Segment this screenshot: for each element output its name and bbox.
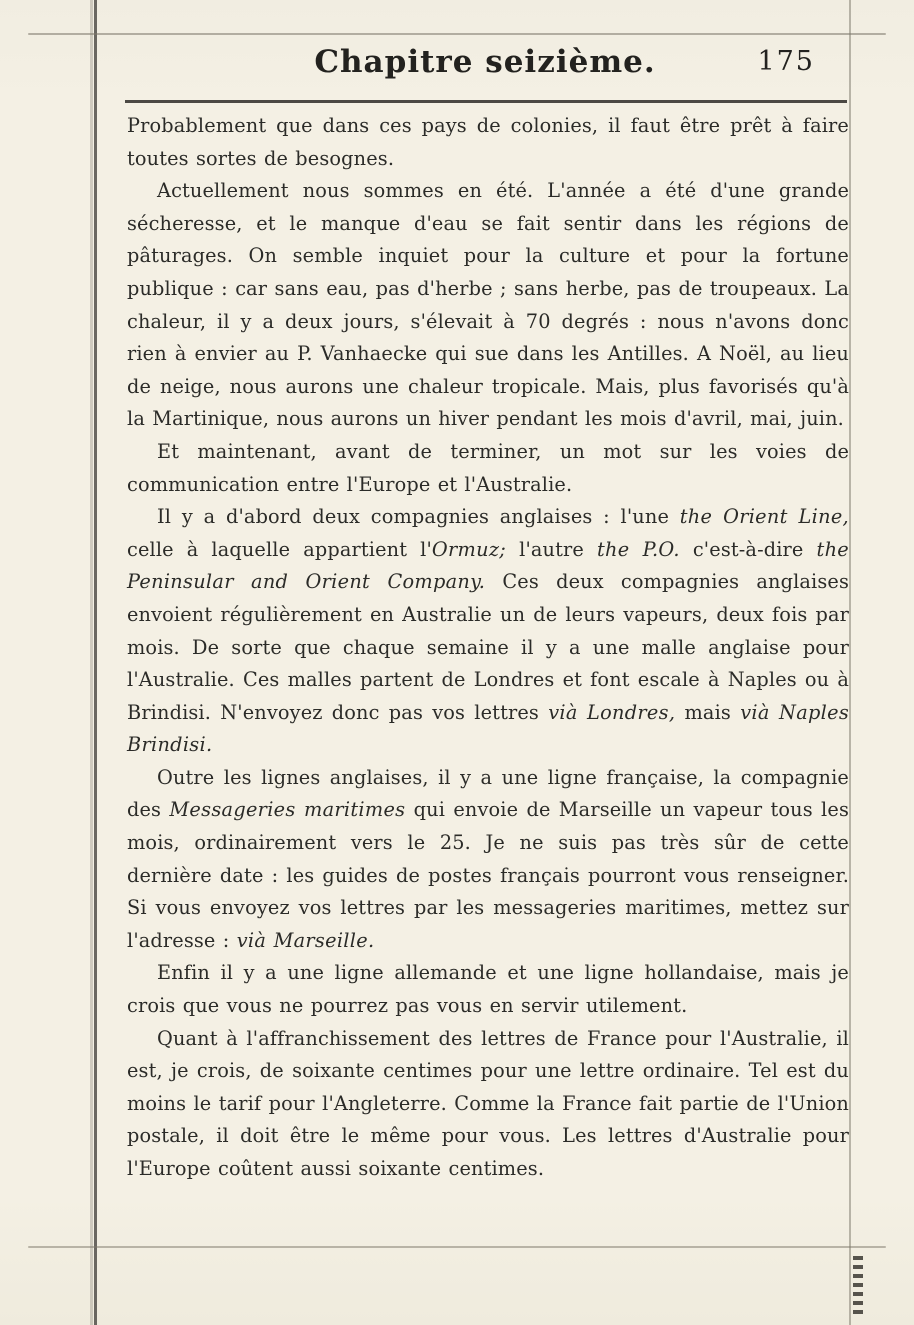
text-run: Outre les lignes anglaises, il y a une ligne française, la compagnie des [127, 765, 849, 822]
text-run: celle à laquelle appartient l' [127, 537, 432, 561]
italic-text: vià Naples Brindisi. [127, 700, 850, 757]
binding-marks [853, 1256, 863, 1314]
header-rule [125, 100, 847, 103]
paragraph [127, 436, 849, 501]
italic-text: Messageries maritimes [169, 798, 406, 822]
italic-text: vià Londres, [548, 700, 676, 724]
paragraph [127, 110, 849, 175]
text-run: Et maintenant, avant de terminer, un mot sur les voies de communication entre l'Europe et l'Australie. [127, 439, 849, 496]
text-run: mais [675, 700, 741, 724]
scan-bottom-line [28, 1246, 886, 1248]
page-header [125, 44, 845, 90]
text-run: Quant à l'affranchissement des lettres de France pour l'Australie, il est, je crois, de soixante centimes pour une lettre ordinaire. Tel est du moins le tarif pour l'Angleterre. Comme la France fait partie de l'Union postale, il doit être le même pour vous. Les lettres d'Australie pour l'Europe coûtent aussi soixante centimes. [127, 1026, 849, 1180]
text-run: Ces deux compagnies anglaises envoient régulièrement en Australie un de leurs vapeurs, deux fois par mois. De sorte que chaque semaine il y a une malle anglaise pour l'Australie. Ces malles partent de Londres et font escale à Naples ou à Brindisi. N'envoyez donc pas vos lettres [127, 570, 849, 724]
italic-text: the P.O. [596, 537, 680, 561]
italic-text: the Orient Line, [679, 505, 849, 529]
text-run: qui envoie de Marseille un vapeur tous les mois, ordinairement vers le 25. Je ne suis pas très sûr de cette dernière date : les guides de postes français pourront vous renseigner. Si vous envoyez vos lettres par les messageries maritimes, mettez sur l'adresse : [127, 798, 849, 952]
text-run: Actuellement nous sommes en été. L'année a été d'une grande sécheresse, et le manque d'eau se fait sentir dans les régions de pâturages. On semble inquiet pour la culture et pour la fortune publique : car sans eau, pas d'herbe ; sans herbe, pas de troupeaux. La chaleur, il y a deux jours, s'élevait à 70 degrés : nous n'avons donc rien à envier au P. Vanhaecke qui sue dans les Antilles. A Noël, au lieu de neige, nous aurons une chaleur tropicale. Mais, plus favorisés qu'à la Martinique, nous aurons un hiver pendant les mois d'avril, mai, juin. [127, 179, 849, 431]
paragraph [127, 762, 849, 958]
paragraph [127, 501, 849, 762]
page-body [127, 110, 849, 1186]
text-run: c'est-à-dire [679, 537, 817, 561]
scan-edge-right [849, 0, 851, 1325]
paragraph [127, 957, 849, 1022]
page-number: 175 [757, 46, 815, 77]
text-run: Probablement que dans ces pays de colonies, il faut être prêt à faire toutes sortes de besognes. [127, 114, 849, 170]
scan-edge-left [94, 0, 97, 1325]
italic-text: Ormuz; [431, 537, 507, 561]
scan-top-line [28, 33, 886, 35]
text-run: Enfin il y a une ligne allemande et une ligne hollandaise, mais je crois que vous ne pourrez pas vous en servir utilement. [127, 961, 849, 1018]
paragraph [127, 175, 849, 436]
scan-edge-left-shadow [90, 0, 93, 1325]
paragraph [127, 1023, 849, 1186]
chapter-title: Chapitre seizième. [314, 44, 656, 80]
text-run: Il y a d'abord deux compagnies anglaises : l'une [157, 505, 680, 529]
italic-text: the Peninsular and Orient Company. [127, 537, 849, 594]
text-run: l'autre [506, 537, 597, 561]
italic-text: vià Marseille. [236, 928, 375, 952]
